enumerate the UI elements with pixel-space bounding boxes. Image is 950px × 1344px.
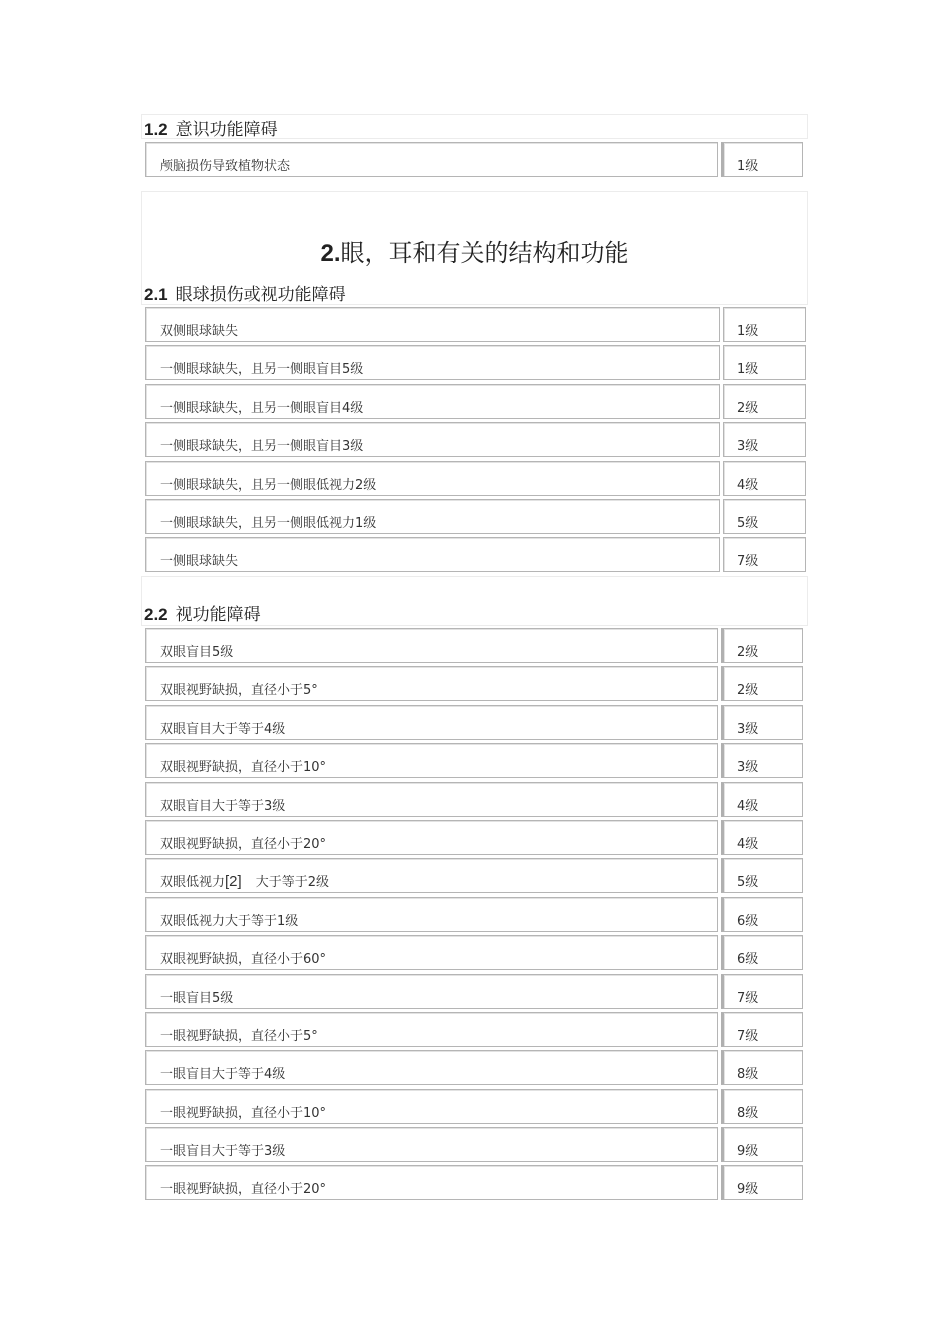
grade-text: 8级: [737, 1067, 759, 1083]
chapter-2-title: [141, 233, 808, 268]
description-text: 一眼视野缺损，直径小于20°: [160, 1182, 327, 1198]
description-text: 一眼盲目5级: [160, 990, 234, 1006]
grade-cell: [721, 628, 803, 663]
grade-cell: [723, 384, 806, 419]
grade-cell: [721, 858, 803, 893]
grade-text: 6级: [737, 952, 759, 968]
grade-text: 8级: [737, 1105, 759, 1121]
description-text: 一侧眼球缺失，且另一侧眼盲目5级: [160, 362, 364, 378]
description-text: 颅脑损伤导致植物状态: [160, 159, 291, 174]
grade-text: 9级: [737, 1144, 759, 1160]
chapter-number: 2.: [320, 240, 341, 267]
grade-cell: [721, 897, 803, 932]
grade-text: 1级: [737, 362, 759, 378]
description-cell: [145, 142, 718, 177]
grade-text: 1级: [737, 159, 759, 174]
grade-cell: [721, 743, 803, 778]
description-cell: [145, 307, 720, 342]
description-text: 一侧眼球缺失: [160, 554, 239, 570]
description-text: 一侧眼球缺失，且另一侧眼低视力1级: [160, 515, 377, 531]
section-title: 意识功能障碍: [175, 120, 278, 140]
grade-text: 2级: [737, 683, 759, 699]
description-text: 双眼视野缺损，直径小于20°: [160, 836, 327, 852]
description-text: 一眼盲目大于等于3级: [160, 1144, 286, 1160]
section-number: 1.2: [144, 120, 168, 139]
description-cell: [145, 666, 718, 701]
description-cell: [145, 461, 720, 496]
section-1-2-heading: [144, 115, 278, 140]
grade-text: 4级: [737, 798, 759, 814]
grade-text: 2级: [737, 645, 759, 660]
section-title: 视功能障碍: [175, 605, 261, 625]
description-cell: [145, 1165, 718, 1200]
description-text: 一侧眼球缺失，且另一侧眼盲目3级: [160, 439, 364, 455]
grade-text: 3级: [737, 760, 759, 776]
grade-cell: [721, 1127, 803, 1162]
description-cell: [145, 974, 718, 1009]
grade-cell: [721, 935, 803, 970]
grade-cell: [723, 422, 806, 457]
description-text: 双眼视野缺损，直径小于5°: [160, 683, 318, 699]
description-cell: [145, 1127, 718, 1162]
description-cell: [145, 628, 718, 663]
grade-cell: [723, 307, 806, 342]
description-text: 一眼视野缺损，直径小于5°: [160, 1028, 318, 1044]
grade-text: 7级: [737, 1028, 759, 1044]
section-title: 眼球损伤或视功能障碍: [175, 285, 346, 305]
grade-text: 3级: [737, 721, 759, 737]
grade-cell: [721, 974, 803, 1009]
grade-cell: [721, 1012, 803, 1047]
description-cell: [145, 858, 718, 893]
grade-text: 3级: [737, 439, 759, 455]
description-text: 一侧眼球缺失，且另一侧眼低视力2级: [160, 477, 377, 493]
footnote-reference[interactable]: [2]: [225, 873, 242, 891]
description-cell: [145, 743, 718, 778]
section-2-2-heading: [144, 600, 261, 625]
grade-text: 4级: [737, 477, 759, 493]
grade-text: 9级: [737, 1182, 759, 1198]
grade-cell: [721, 1050, 803, 1085]
grade-cell: [723, 461, 806, 496]
description-text: [160, 871, 329, 890]
description-text: 一侧眼球缺失，且另一侧眼盲目4级: [160, 400, 364, 416]
grade-text: 1级: [737, 324, 759, 339]
description-text-part: 大于等于2级: [255, 875, 329, 891]
grade-text: 6级: [737, 913, 759, 929]
description-text-part: 双眼低视力: [160, 875, 226, 891]
grade-cell: [723, 345, 806, 380]
description-cell: [145, 935, 718, 970]
grade-text: 4级: [737, 836, 759, 852]
grade-cell: [721, 705, 803, 740]
grade-cell: [721, 1165, 803, 1200]
description-text: 双眼盲目大于等于4级: [160, 721, 286, 737]
description-text: 双侧眼球缺失: [160, 324, 239, 339]
grade-cell: [721, 142, 803, 177]
grade-text: 5级: [737, 875, 759, 891]
description-cell: [145, 422, 720, 457]
description-cell: [145, 1012, 718, 1047]
grade-cell: [721, 820, 803, 855]
grade-text: 2级: [737, 400, 759, 416]
grade-cell: [723, 499, 806, 534]
grade-cell: [721, 666, 803, 701]
description-cell: [145, 782, 718, 817]
description-cell: [145, 1089, 718, 1124]
description-cell: [145, 705, 718, 740]
section-number: 2.1: [144, 285, 168, 304]
grade-text: 7级: [737, 990, 759, 1006]
description-text: 一眼视野缺损，直径小于10°: [160, 1105, 327, 1121]
description-cell: [145, 820, 718, 855]
description-text: 双眼盲目5级: [160, 645, 234, 660]
description-text: 双眼低视力大于等于1级: [160, 913, 299, 929]
section-number: 2.2: [144, 605, 168, 624]
description-text: 双眼视野缺损，直径小于60°: [160, 952, 327, 968]
description-text: 双眼视野缺损，直径小于10°: [160, 760, 327, 776]
description-cell: [145, 499, 720, 534]
grade-text: 5级: [737, 515, 759, 531]
description-cell: [145, 537, 720, 572]
section-2-1-heading: [144, 280, 346, 305]
description-text: 一眼盲目大于等于4级: [160, 1067, 286, 1083]
description-cell: [145, 1050, 718, 1085]
grade-cell: [721, 1089, 803, 1124]
description-text: 双眼盲目大于等于3级: [160, 798, 286, 814]
grade-cell: [723, 537, 806, 572]
chapter-title: 眼，耳和有关的结构和功能: [340, 239, 629, 267]
description-cell: [145, 897, 718, 932]
grade-cell: [721, 782, 803, 817]
grade-text: 7级: [737, 554, 759, 570]
description-cell: [145, 384, 720, 419]
description-cell: [145, 345, 720, 380]
